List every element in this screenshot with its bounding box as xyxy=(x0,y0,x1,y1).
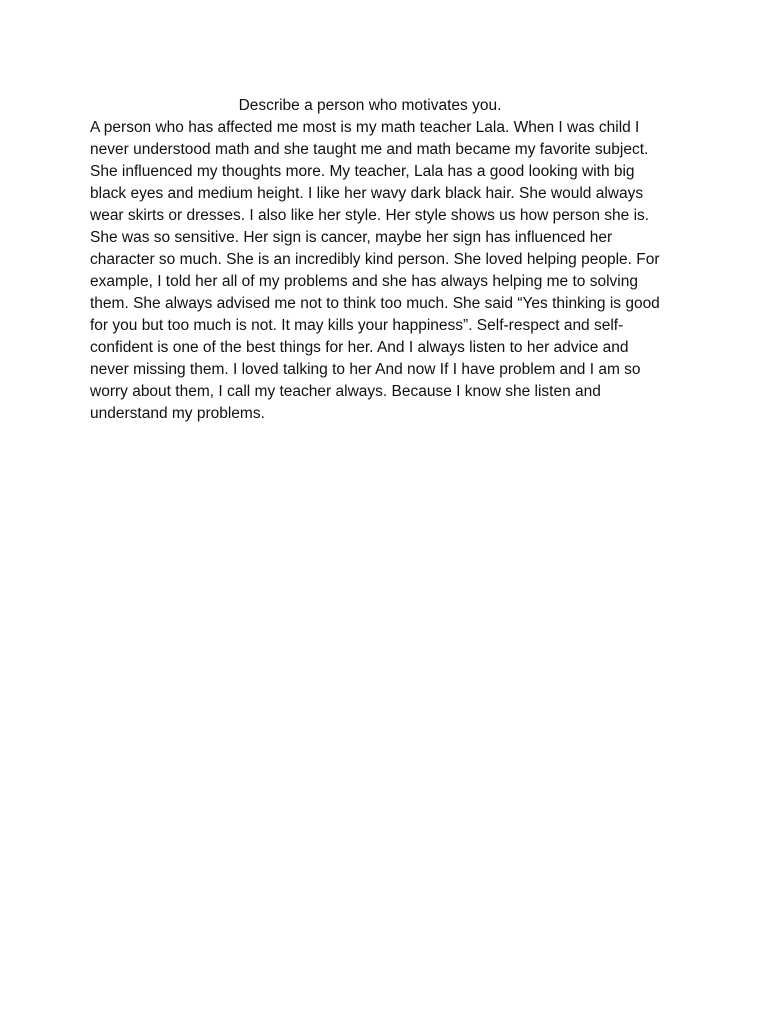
body-line: confident is one of the best things for her. And I always listen to her advice and xyxy=(90,339,629,356)
body-line: example, I told her all of my problems and she has always helping me to solving xyxy=(90,273,638,290)
body-line: never missing them. I loved talking to her And now If I have problem and I am so xyxy=(90,361,641,378)
body-line: for you but too much is not. It may kills your happiness”. Self-respect and self- xyxy=(90,317,624,334)
body-line: worry about them, I call my teacher always. Because I know she listen and xyxy=(90,383,601,400)
body-line: A person who has affected me most is my math teacher Lala. When I was child I xyxy=(90,119,640,136)
body-line: She influenced my thoughts more. My teacher, Lala has a good looking with big xyxy=(90,163,635,180)
body-line: character so much. She is an incredibly kind person. She loved helping people. For xyxy=(90,251,660,268)
body-line: understand my problems. xyxy=(90,405,265,422)
body-line: She was so sensitive. Her sign is cancer, maybe her sign has influenced her xyxy=(90,229,613,246)
document-title: Describe a person who motivates you. xyxy=(238,97,502,114)
body-line: wear skirts or dresses. I also like her style. Her style shows us how person she is. xyxy=(90,207,650,224)
body-line: them. She always advised me not to think too much. She said “Yes thinking is good xyxy=(90,295,660,312)
document-body xyxy=(90,117,690,425)
body-line: black eyes and medium height. I like her wavy dark black hair. She would always xyxy=(90,185,644,202)
body-line: never understood math and she taught me and math became my favorite subject. xyxy=(90,141,649,158)
